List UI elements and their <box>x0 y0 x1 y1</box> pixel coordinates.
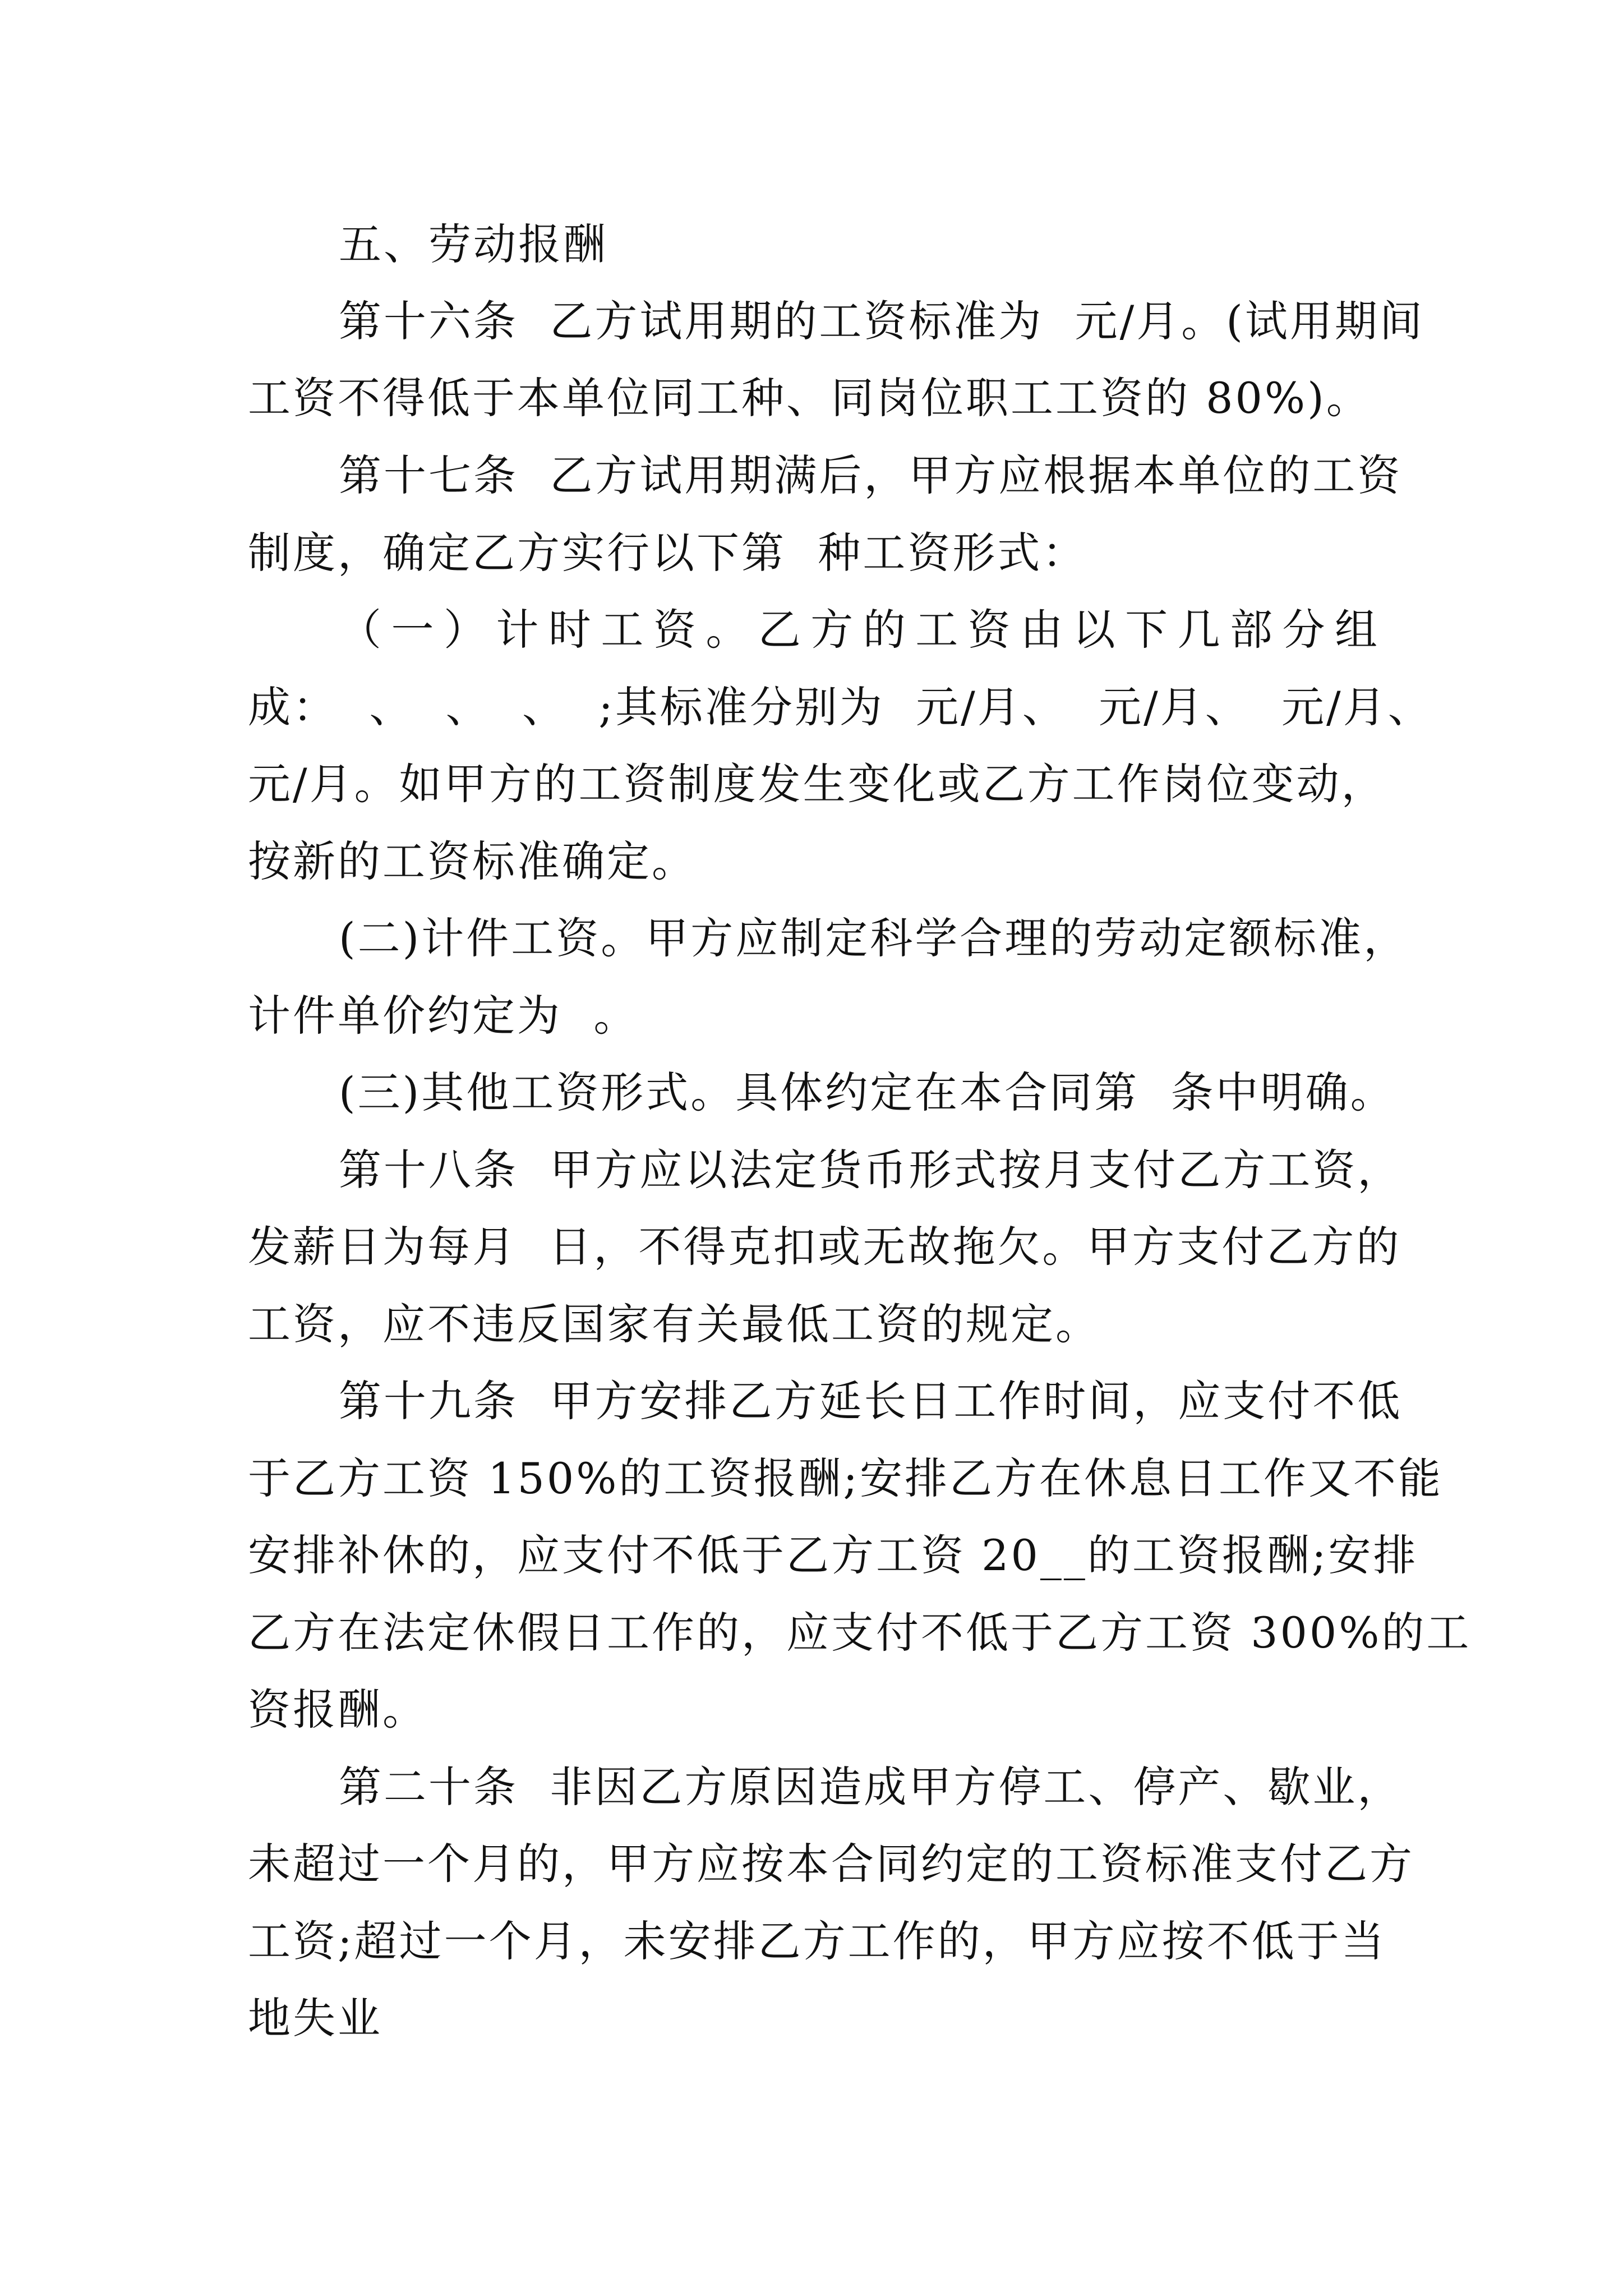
time-wage-line-2: 成： 、 、 、 ;其标准分别为 元/月、 元/月、 元/月、 <box>248 682 1433 732</box>
section-heading: 五、劳动报酬 <box>339 219 608 269</box>
article-19-line-2: 于乙方工资 150%的工资报酬;安排乙方在休息日工作又不能 <box>248 1453 1444 1503</box>
piece-wage-line-2: 计件单价约定为 。 <box>248 991 639 1041</box>
article-18-line-3: 工资，应不违反国家有关最低工资的规定。 <box>248 1299 1100 1349</box>
article-19-line-1: 第十九条 甲方安排乙方延长日工作时间，应支付不低 <box>339 1376 1403 1426</box>
article-16-line-1: 第十六条 乙方试用期的工资标准为 元/月。(试用期间 <box>339 296 1424 346</box>
article-17-line-1: 第十七条 乙方试用期满后，甲方应根据本单位的工资 <box>339 450 1403 500</box>
article-17-line-2: 制度，确定乙方实行以下第 种工资形式： <box>248 528 1087 578</box>
article-20-line-2: 未超过一个月的，甲方应按本合同约定的工资标准支付乙方 <box>248 1839 1414 1889</box>
time-wage-line-4: 按新的工资标准确定。 <box>248 836 697 886</box>
time-wage-line-3: 元/月。如甲方的工资制度发生变化或乙方工作岗位变动， <box>248 759 1386 809</box>
article-18-line-1: 第十八条 甲方应以法定货币形式按月支付乙方工资， <box>339 1145 1403 1195</box>
other-wage-line: (三)其他工资形式。具体约定在本合同第 条中明确。 <box>339 1068 1395 1117</box>
article-20-line-4: 地失业 <box>248 1993 382 2043</box>
article-16-line-2: 工资不得低于本单位同工种、同岗位职工工资的 80%)。 <box>248 373 1371 423</box>
time-wage-line-1: （一）计时工资。乙方的工资由以下几部分组 <box>339 605 1380 655</box>
article-19-line-3: 安排补休的，应支付不低于乙方工资 20__的工资报酬;安排 <box>248 1530 1418 1580</box>
article-19-line-4: 乙方在法定休假日工作的，应支付不低于乙方工资 300%的工 <box>248 1608 1472 1658</box>
piece-wage-line-1: (二)计件工资。甲方应制定科学合理的劳动定额标准， <box>339 913 1409 963</box>
article-20-line-3: 工资;超过一个月，未安排乙方工作的，甲方应按不低于当 <box>248 1916 1386 1966</box>
article-18-line-2: 发薪日为每月 日，不得克扣或无故拖欠。甲方支付乙方的 <box>248 1222 1401 1272</box>
article-19-line-5: 资报酬。 <box>248 1685 427 1734</box>
article-20-line-1: 第二十条 非因乙方原因造成甲方停工、停产、歇业， <box>339 1762 1403 1812</box>
